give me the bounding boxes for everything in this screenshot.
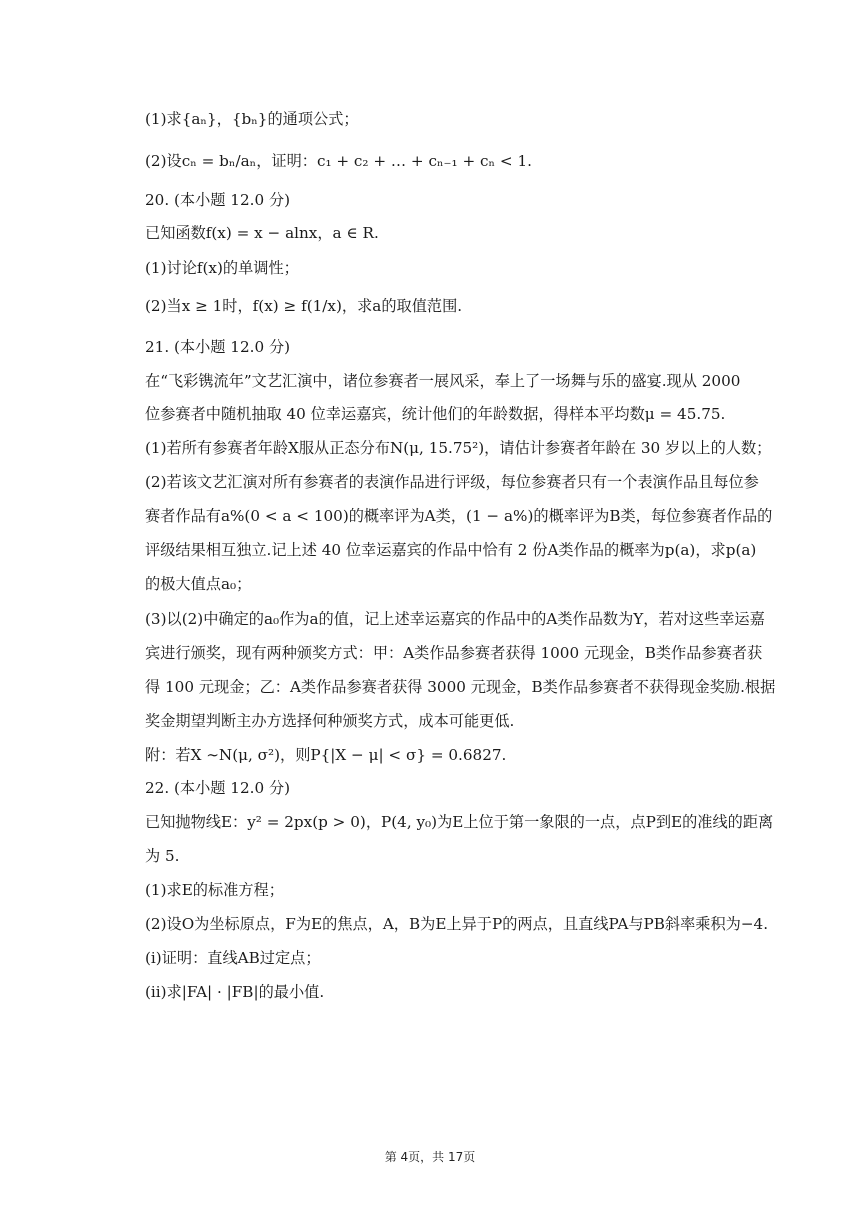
text-line: (2)当x ≥ 1时，f(x) ≥ f(1/x)，求a的取值范围. [145, 297, 463, 315]
text-line: 赛者作品有a%(0 < a < 100)的概率评为A类，(1 − a%)的概率评为B类，每位参赛者作品的 [145, 507, 773, 525]
text-line: (1)求{aₙ}，{bₙ}的通项公式； [145, 110, 359, 128]
text-line: (ii)求|FA| · |FB|的最小值. [145, 983, 325, 1001]
text-line: (2)若该文艺汇演对所有参赛者的表演作品进行评级，每位参赛者只有一个表演作品且每位参 [145, 473, 759, 491]
text-line: (1)求E的标准方程； [145, 881, 284, 899]
text-line: (3)以(2)中确定的a₀作为a的值，记上述幸运嘉宾的作品中的A类作品数为Y，若对这些幸运嘉 [145, 610, 765, 628]
text-line: 宾进行颁奖，现有两种颁奖方式：甲：A类作品参赛者获得 1000 元现金，B类作品参赛者获 [145, 644, 763, 662]
text-line: (1)讨论f(x)的单调性； [145, 259, 299, 277]
text-line: 奖金期望判断主办方选择何种颁奖方式，成本可能更低. [145, 712, 515, 730]
text-line: 在“飞彩镌流年”文艺汇演中，诸位参赛者一展风采，奉上了一场舞与乐的盛宴.现从 2000 [145, 372, 741, 390]
text-line: 附：若X ∼N(μ, σ²)，则P{|X − μ| < σ} = 0.6827. [145, 746, 507, 764]
text-line: (1)若所有参赛者年龄X服从正态分布N(μ, 15.75²)，请估计参赛者年龄在 30 岁以上的人数； [145, 439, 772, 457]
text-line: 得 100 元现金；乙：A类作品参赛者获得 3000 元现金，B类作品参赛者不获得现金奖励.根据 [145, 678, 776, 696]
question-header: 21. (本小题 12.0 分) [145, 338, 291, 356]
question-header: 22. (本小题 12.0 分) [145, 779, 291, 797]
text-line: 已知抛物线E：y² = 2px(p > 0)，P(4, y₀)为E上位于第一象限的一点，点P到E的准线的距离 [145, 813, 774, 831]
text-line: (i)证明：直线AB过定点； [145, 949, 321, 967]
text-line: (2)设cₙ = bₙ/aₙ，证明：c₁ + c₂ + … + cₙ₋₁ + cₙ < 1. [145, 152, 532, 170]
text-line: 的极大值点a₀； [145, 575, 252, 593]
text-line: 评级结果相互独立.记上述 40 位幸运嘉宾的作品中恰有 2 份A类作品的概率为p(a)，求p(a) [145, 541, 757, 559]
question-header: 20. (本小题 12.0 分) [145, 191, 291, 209]
text-line: 已知函数f(x) = x − alnx，a ∈ R. [145, 224, 379, 242]
text-line: (2)设O为坐标原点，F为E的焦点，A，B为E上异于P的两点，且直线PA与PB斜率乘积为−4. [145, 915, 769, 933]
text-line: 为 5. [145, 847, 180, 865]
text-line: 位参赛者中随机抽取 40 位幸运嘉宾，统计他们的年龄数据，得样本平均数μ = 45.75. [145, 405, 726, 423]
page-footer: 第 4页，共 17页 [384, 1150, 476, 1164]
